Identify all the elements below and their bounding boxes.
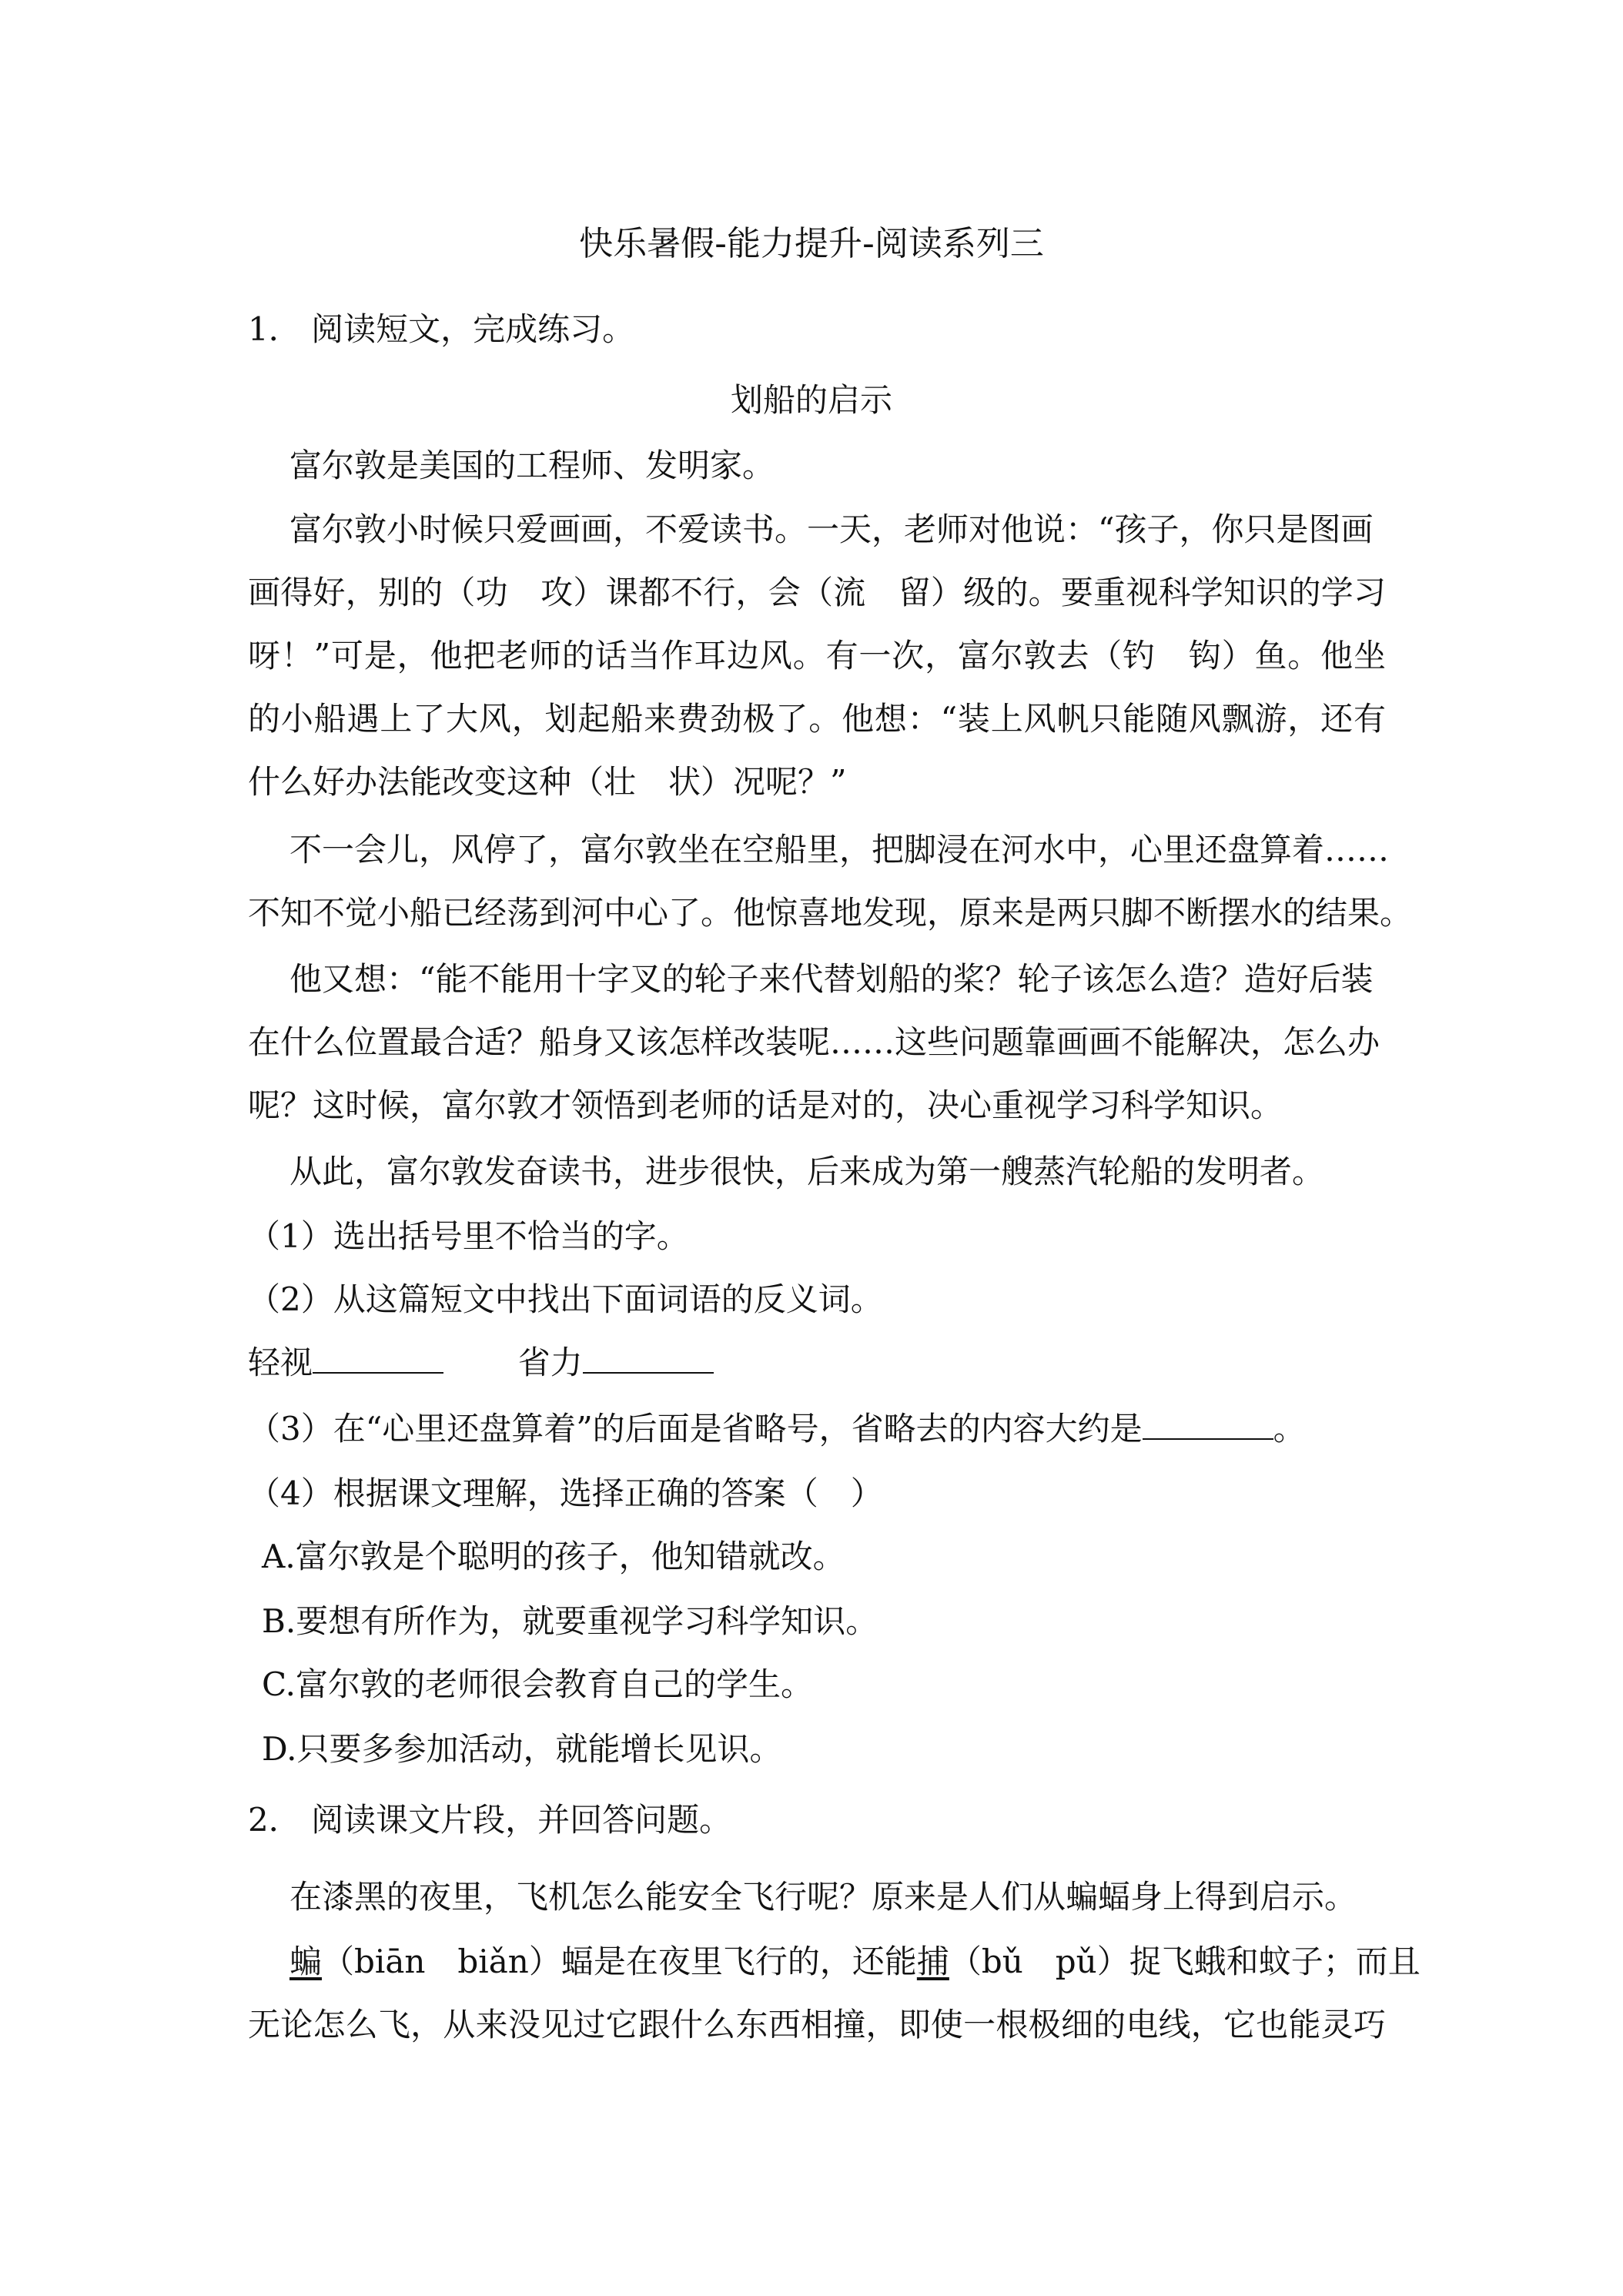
passage-line: 呢？这时候，富尔敦才领悟到老师的话是对的，决心重视学习科学知识。 (248, 1086, 1283, 1124)
question-2-line (289, 1939, 1421, 1985)
passage-paragraph: 富尔敦是美国的工程师、发明家。 (289, 447, 775, 484)
sub-question-3-text: （3）在“心里还盘算着”的后面是省略号，省略去的内容大约是 (248, 1410, 1143, 1448)
passage-line: 呀！”可是，他把老师的话当作耳边风。有一次，富尔敦去（钓 钩）鱼。他坐 (248, 637, 1386, 674)
question-2-instruction: 2． 阅读课文片段，并回答问题。 (248, 1801, 732, 1839)
option-a: A.富尔敦是个聪明的孩子，他知错就改。 (262, 1538, 845, 1575)
passage-line: 的小船遇上了大风，划起船来费劲极了。他想：“装上风帆只能随风飘游，还有 (248, 700, 1386, 738)
passage-line: 在什么位置最合适？船身又该怎样改装呢……这些问题靠画画不能解决，怎么办 (248, 1023, 1380, 1061)
passage-line: 他又想：“能不能用十字叉的轮子来代替划船的桨？轮子该怎么造？造好后装 (289, 960, 1374, 998)
page-title: 快乐暑假-能力提升-阅读系列三 (579, 224, 1044, 263)
sub-question-1: （1）选出括号里不恰当的字。 (248, 1217, 689, 1255)
sub-question-2: （2）从这篇短文中找出下面词语的反义词。 (248, 1280, 883, 1318)
passage-line: 不知不觉小船已经荡到河中心了。他惊喜地发现，原来是两只脚不断摆水的结果。 (248, 894, 1413, 932)
sub-question-3-end: 。 (1273, 1410, 1306, 1448)
antonym-word-2: 省力 (517, 1344, 583, 1381)
sub-question-4: （4）根据课文理解，选择正确的答案（ ） (248, 1474, 883, 1512)
option-c: C.富尔敦的老师很会教育自己的学生。 (262, 1665, 813, 1703)
antonym-row (248, 1340, 714, 1386)
passage-title: 划船的启示 (730, 381, 892, 419)
underlined-char-2: 捕 (916, 1943, 949, 1980)
answer-blank-3[interactable] (1143, 1411, 1273, 1440)
answer-blank-1[interactable] (313, 1344, 443, 1374)
passage-line: 什么好办法能改变这种（壮 状）况呢？” (248, 763, 847, 801)
question-2-paragraph: 在漆黑的夜里，飞机怎么能安全飞行呢？原来是人们从蝙蝠身上得到启示。 (289, 1878, 1357, 1916)
passage-line: 不一会儿，风停了，富尔敦坐在空船里，把脚浸在河水中，心里还盘算着…… (289, 831, 1390, 869)
line-text: （bǔ pǔ）捉飞蛾和蚊子；而且 (949, 1943, 1421, 1980)
underlined-char-1: 蝙 (289, 1943, 323, 1980)
option-d: D.只要多参加活动，就能增长见识。 (262, 1730, 782, 1768)
passage-line: 画得好，别的（功 攻）课都不行，会（流 留）级的。要重视科学知识的学习 (248, 574, 1386, 611)
question-1-instruction: 1． 阅读短文，完成练习。 (248, 310, 635, 348)
antonym-word-1: 轻视 (248, 1344, 313, 1381)
question-2-line: 无论怎么飞，从来没见过它跟什么东西相撞，即使一根极细的电线，它也能灵巧 (248, 2006, 1386, 2043)
passage-line: 富尔敦小时候只爱画画，不爱读书。一天，老师对他说：“孩子，你只是图画 (289, 510, 1374, 548)
answer-blank-2[interactable] (583, 1344, 714, 1374)
sub-question-3 (248, 1406, 1306, 1452)
line-text: （biān biǎn）蝠是在夜里飞行的，还能 (322, 1943, 917, 1980)
passage-line: 从此，富尔敦发奋读书，进步很快，后来成为第一艘蒸汽轮船的发明者。 (289, 1153, 1325, 1190)
option-b: B.要想有所作为，就要重视学习科学知识。 (262, 1602, 878, 1640)
